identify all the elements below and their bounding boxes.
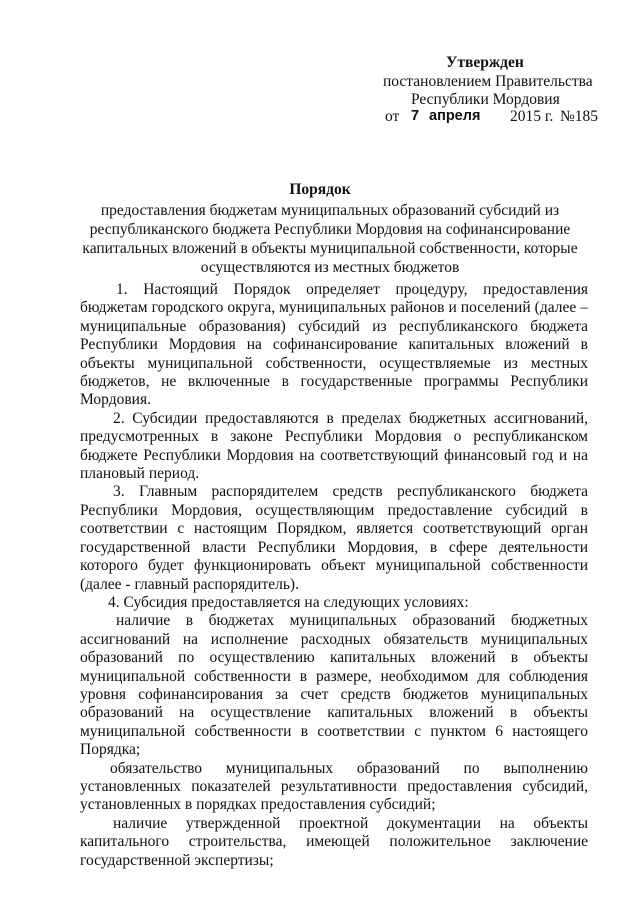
- paragraph-1: 1. Настоящий Порядок определяет процедуру, предоставления бюджетам городского округа, муниципальных районов и поселений (далее – муниципальные образования) субсидий из республиканского бюджета Республики Мордовия на софинансирование капитальных вложений в объекты муниципальной собственности, осуществляемые из местных бюджетов, не включенные в государственные программы Республики Мордовия.: [80, 281, 588, 409]
- condition-2: обязательство муниципальных образований по выполнению установленных показателей результативности предоставления субсидий, установленных в порядках предоставления субсидий;: [80, 759, 588, 814]
- document-body: [80, 281, 588, 870]
- approval-from: от: [385, 108, 400, 125]
- approval-number: №185: [560, 108, 599, 125]
- approval-day: 7: [411, 108, 420, 124]
- paragraph-4: 4. Субсидия предоставляется на следующих условиях:: [108, 593, 469, 611]
- approval-year: 2015 г.: [510, 108, 554, 125]
- approval-republic-line: Республики Мордовия: [411, 91, 560, 108]
- document-title: Порядок: [289, 181, 351, 198]
- document-subtitle: предоставления бюджетам муниципальных образований субсидий из республиканского бюджета Республики Мордовия на софинансирование капитальных вложений в объекты муниципальной собственности, которые осуществляются из местных бюджетов: [82, 202, 578, 276]
- condition-3: наличие утвержденной проектной документации на объекты капитального строительства, имеющей положительное заключение государственной экспертизы;: [80, 814, 588, 869]
- approval-month: апреля: [429, 108, 481, 124]
- approval-title: Утвержден: [446, 54, 524, 71]
- paragraph-2: 2. Субсидии предоставляются в пределах бюджетных ассигнований, предусмотренных в законе Республики Мордовия о республиканском бюджете Республики Мордовия на соответствующий финансовый год и на плановый период.: [80, 409, 588, 483]
- condition-1: наличие в бюджетах муниципальных образований бюджетных ассигнований на исполнение расходных обязательств муниципальных образований по осуществлению капитальных вложений в объекты муниципальной собственности в размере, необходимом для соблюдения уровня софинансирования за счет средств бюджетов муниципальных образований на осуществление капитальных вложений в объекты муниципальной собственности в соответствии с пунктом 6 настоящего Порядка;: [80, 612, 588, 759]
- approval-decree-line: постановлением Правительства: [383, 73, 593, 90]
- paragraph-3: 3. Главным распорядителем средств республиканского бюджета Республики Мордовия, осуществляющим предоставление субсидий в соответствии с настоящим Порядком, является соответствующий орган государственной власти Республики Мордовия, в сфере деятельности которого будет функционировать объект муниципальной собственности (далее - главный распорядитель).: [80, 483, 588, 593]
- approval-block: [0, 0, 640, 140]
